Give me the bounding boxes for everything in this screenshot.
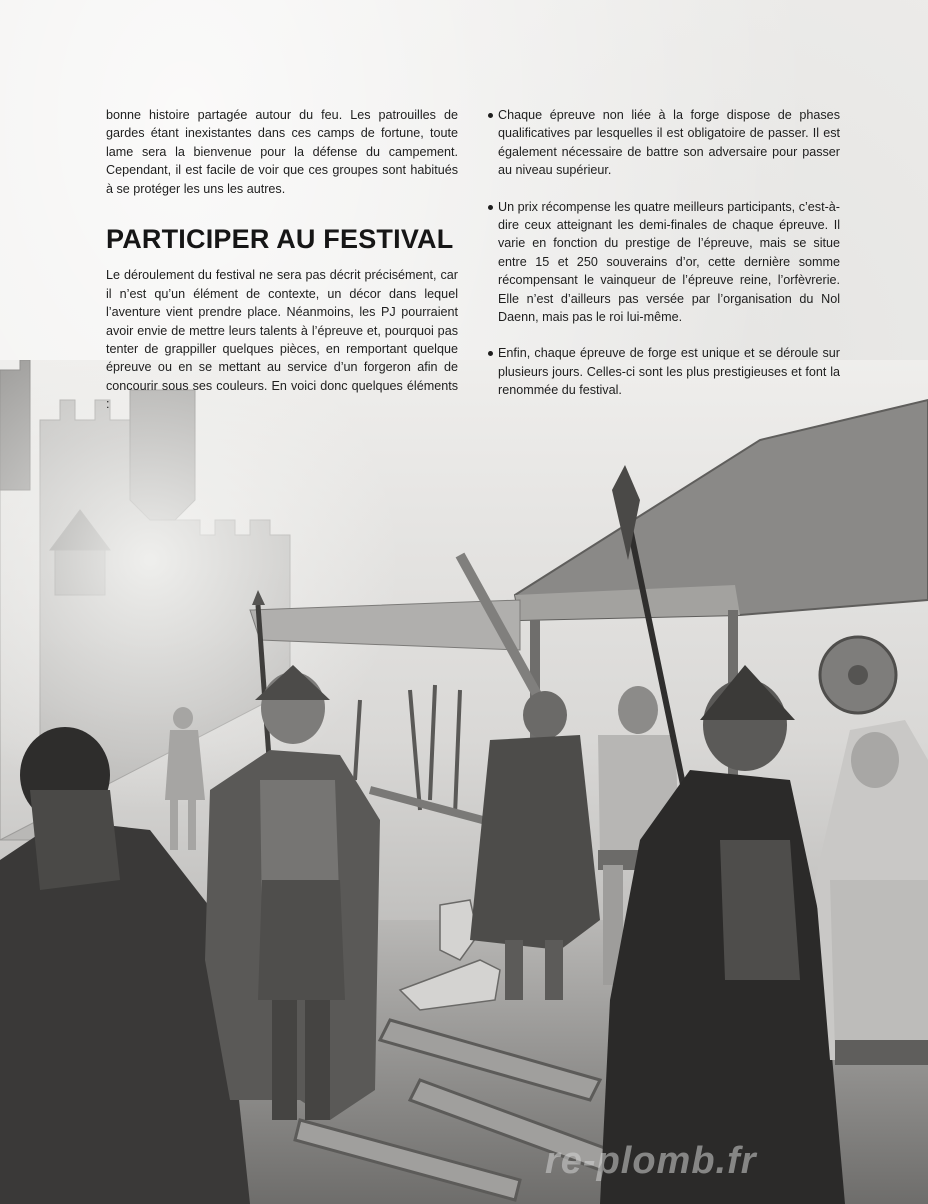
bullet-item — [488, 198, 840, 327]
bullet-text: Enfin, chaque épreuve de forge est unique et se déroule sur plusieurs jours. Celles-ci sont les plus prestigieuses et font la renommée du festival. — [498, 346, 840, 398]
intro-paragraph: bonne histoire partagée autour du feu. Les patrouilles de gardes étant inexistantes dans ces camps de fortune, toute lame sera la bienvenue pour la défense du campement. Cependant, il est facile de voir que ces groupes sont habitués à se protéger les uns les autres. — [106, 108, 458, 196]
bullet-item — [488, 106, 840, 180]
body-paragraph: Le déroulement du festival ne sera pas décrit précisément, car il n’est qu’un élément de contexte, un décor dans lequel l’aventure vient prendre place. Néanmoins, les PJ pourraient avoir envie de mettre leurs talents à l’épreuve et, pourquoi pas tenter de grappiller quelques pièces, en remportant quelque épreuve ou en se mettant au service d’un forgeron afin de concourir sous ses couleurs. En voici donc quelques éléments : — [106, 268, 458, 412]
bullet-dot-icon — [488, 113, 493, 118]
bullet-text: Un prix récompense les quatre meilleurs participants, c’est-à-dire ceux atteignant les demi-finales de chaque épreuve. Il varie en fonction du prestige de l’épreuve, mais se situe entre 15 et 250 souverains d’or, cette dernière somme récompensant le vainqueur de l’épreuve reine, l’orfèvrerie. Elle n’est d’ailleurs pas versée par l’organisation du Nol Daenn, mais pas le roi lui-même. — [498, 199, 840, 325]
watermark: re-plomb.fr — [545, 1140, 757, 1182]
right-column — [488, 106, 840, 418]
bullet-dot-icon — [488, 205, 493, 210]
bullet-item — [488, 344, 840, 399]
left-column — [106, 106, 458, 414]
bullet-dot-icon — [488, 351, 493, 356]
bullet-text: Chaque épreuve non liée à la forge dispose de phases qualificatives par lesquelles il est obligatoire de passer. Il est également nécessaire de battre son adversaire pour passer au niveau supérieur. — [498, 108, 840, 178]
round-shield — [820, 637, 896, 713]
section-heading: PARTICIPER AU FESTIVAL — [106, 224, 454, 255]
festival-illustration — [0, 360, 928, 1204]
